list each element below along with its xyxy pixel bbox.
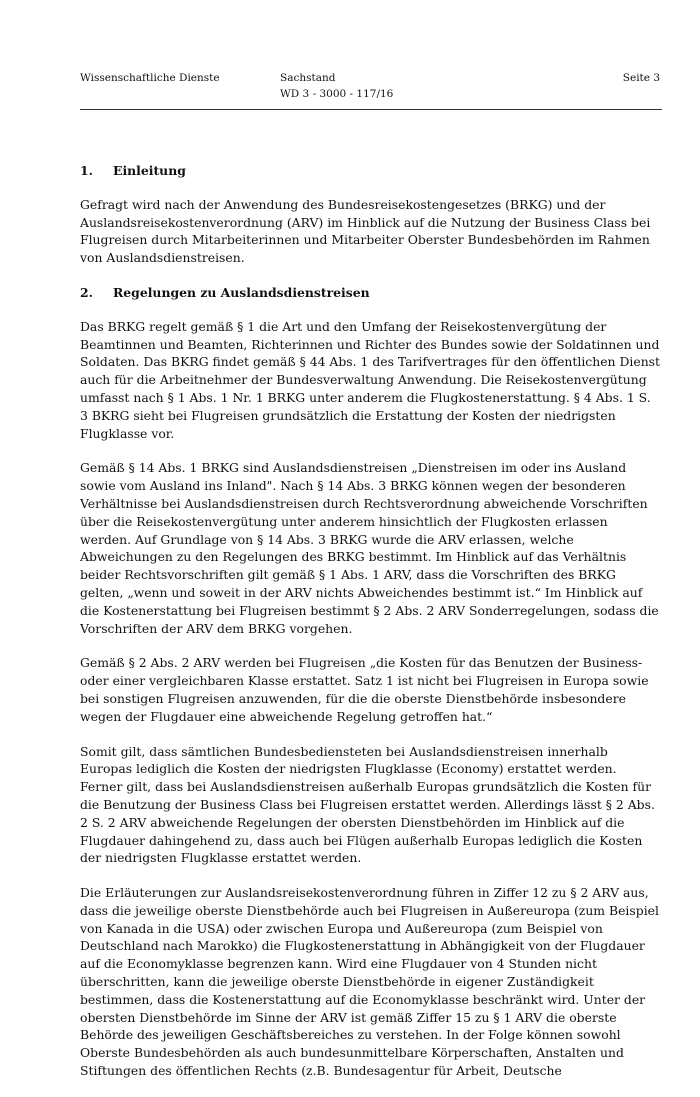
header-doc-number: WD 3 - 3000 - 117/16 — [280, 88, 394, 100]
paragraph: Gemäß § 14 Abs. 1 BRKG sind Auslandsdienstreisen „Dienstreisen im oder ins Ausland sowie vom Ausland ins Inland". Nach § 14 Abs. 3 BRKG können wegen der besonderen Verhältnisse bei Auslandsdienstreisen durch Rechtsverordnung abweichende Vorschriften über die Reisekostenvergütung unter anderem hinsichtlich der Flugkosten erlassen werden. Auf Grundlage von § 14 Abs. 3 BRKG wurde die ARV erlassen, welche Abweichungen zu den Regelungen des BRKG bestimmt. Im Hinblick auf das Verhältnis beider Rechtsvorschriften gilt gemäß § 1 Abs. 1 ARV, dass die Vorschriften des BRKG gelten, „wenn und soweit in der ARV nichts Abweichendes bestimmt ist.“ Im Hinblick auf die Kostenerstattung bei Flugreisen bestimmt § 2 Abs. 2 ARV Sonderregelungen, sodass die Vorschriften der ARV dem BRKG vorgehen. — [80, 460, 659, 636]
page-header — [80, 70, 662, 106]
header-organization: Wissenschaftliche Dienste — [80, 72, 220, 84]
paragraph: Die Erläuterungen zur Auslandsreisekostenverordnung führen in Ziffer 12 zu § 2 ARV aus, dass die jeweilige oberste Dienstbehörde auch bei Flugreisen in Außereuropa (zum Beispiel von Kanada in die USA) oder zwischen Europa und Außereuropa (zum Beispiel von Deutschland nach Marokko) die Flugkostenerstattung in Abhängigkeit von der Flugdauer auf die Economyklasse begrenzen kann. Wird eine Flugdauer von 4 Stunden nicht überschritten, kann die jeweilige oberste Dienstbehörde in eigener Zuständigkeit bestimmen, dass die Kostenerstattung auf die Economyklasse beschränkt wird. Unter der obersten Dienstbehörde im Sinne der ARV ist gemäß Ziffer 15 zu § 1 ARV die oberste Behörde des jeweiligen Geschäftsbereiches zu verstehen. In der Folge können sowohl Oberste Bundesbehörden als auch bundesunmittelbare Körperschaften, Anstalten und Stiftungen des öffentlichen Rechts (z.B. Bundesagentur für Arbeit, Deutsche — [80, 885, 659, 1079]
section-title: Einleitung — [113, 163, 186, 178]
paragraph: Somit gilt, dass sämtlichen Bundesbediensteten bei Auslandsdienstreisen innerhalb Europas lediglich die Kosten der niedrigsten Flugklasse (Economy) erstattet werden. Ferner gilt, dass bei Auslandsdienstreisen außerhalb Europas grundsätzlich die Kosten für die Benutzung der Business Class bei Flugreisen erstattet werden. Allerdings lässt § 2 Abs. 2 S. 2 ARV abweichende Regelungen der obersten Dienstbehörden im Hinblick auf die Flugdauer dahingehend zu, dass auch bei Flügen außerhalb Europas lediglich die Kosten der niedrigsten Flugklasse erstattet werden. — [80, 743, 655, 866]
header-page-number: Seite 3 — [622, 72, 660, 84]
paragraph: Gefragt wird nach der Anwendung des Bundesreisekostengesetzes (BRKG) und der Auslandsreisekostenverordnung (ARV) im Hinblick auf die Nutzung der Business Class bei Flugreisen durch Mitarbeiterinnen und Mitarbeiter Oberster Bundesbehörden im Rahmen von Auslandsdienstreisen. — [80, 196, 651, 266]
section-number: 1. — [80, 163, 93, 178]
document-body — [80, 162, 662, 1097]
section-heading-1 — [80, 162, 662, 180]
header-document-info — [280, 70, 393, 102]
paragraph: Das BRKG regelt gemäß § 1 die Art und den Umfang der Reisekostenvergütung der Beamtinnen und Beamten, Richterinnen und Richter des Bundes sowie der Soldatinnen und Soldaten. Das BKRG findet gemäß § 44 Abs. 1 des Tarifvertrages für den öffentlichen Dienst auch für die Arbeitnehmer der Bundesverwaltung Anwendung. Die Reisekostenvergütung umfasst nach § 1 Abs. 1 Nr. 1 BRKG unter anderem die Flugkostenerstattung. § 4 Abs. 1 S. 3 BKRG sieht bei Flugreisen grundsätzlich die Erstattung der Kosten der niedrigsten Flugklasse vor. — [80, 318, 661, 441]
header-divider — [80, 109, 662, 110]
header-doc-type: Sachstand — [280, 72, 336, 84]
paragraph: Gemäß § 2 Abs. 2 ARV werden bei Flugreisen „die Kosten für das Benutzen der Business- oder einer vergleichbaren Klasse erstattet. Satz 1 ist nicht bei Flugreisen in Europa sowie bei sonstigen Flugreisen anzuwenden, für die die oberste Dienstbehörde insbesondere wegen der Flugdauer eine abweichende Regelung getroffen hat.“ — [80, 655, 649, 724]
section-heading-2 — [80, 284, 662, 302]
section-title: Regelungen zu Auslandsdienstreisen — [113, 284, 370, 300]
section-number: 2. — [80, 284, 93, 300]
